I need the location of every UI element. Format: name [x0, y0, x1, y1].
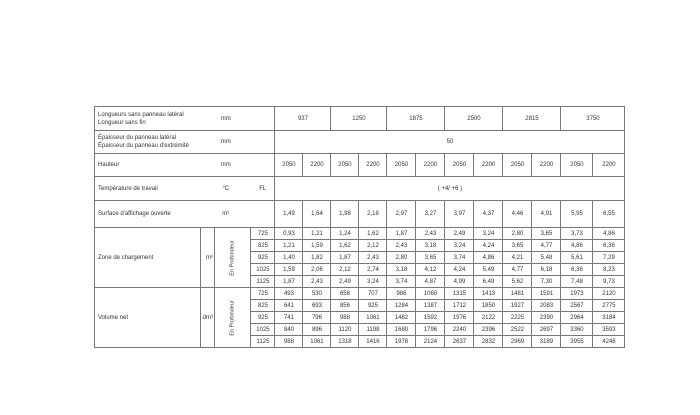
thickness-unit: mm — [201, 131, 251, 154]
net-volume-value: 2240 — [445, 324, 474, 336]
height-value: 2050 — [387, 154, 416, 177]
loading-area-depth-heading — [215, 228, 251, 288]
height-value: 2200 — [303, 154, 331, 177]
height-value: 2200 — [416, 154, 445, 177]
loading-area-value: 6,36 — [561, 264, 593, 276]
net-volume-value: 2390 — [532, 312, 561, 324]
height-value: 2050 — [331, 154, 359, 177]
net-volume-value: 986 — [387, 288, 416, 300]
height-value: 2200 — [593, 154, 625, 177]
thickness-label — [95, 131, 201, 154]
net-volume-value: 707 — [359, 288, 387, 300]
display-surface-value: 3,97 — [445, 201, 474, 228]
net-volume-value: 896 — [303, 324, 331, 336]
length-value: 2500 — [445, 107, 503, 131]
temperature-value: ( +4/ +6 ) — [275, 177, 625, 201]
display-surface-value: 4,37 — [474, 201, 503, 228]
net-volume-value: 2567 — [561, 300, 593, 312]
length-value: 3750 — [561, 107, 625, 131]
loading-area-depth-value: 825 — [251, 240, 275, 252]
net-volume-value: 2124 — [416, 336, 445, 348]
loading-area-value: 7,30 — [532, 276, 561, 288]
net-volume-value: 2083 — [532, 300, 561, 312]
loading-area-value: 7,29 — [593, 252, 625, 264]
temperature-unit: °C — [201, 177, 251, 201]
net-volume-value: 2697 — [532, 324, 561, 336]
loading-area-depth-value: 1025 — [251, 264, 275, 276]
display-surface-value: 3,27 — [416, 201, 445, 228]
loading-area-value: 8,23 — [593, 264, 625, 276]
temperature-label: Température de travail — [95, 177, 201, 201]
loading-area-value: 2,74 — [359, 264, 387, 276]
height-value: 2050 — [275, 154, 303, 177]
net-volume-value: 2832 — [474, 336, 503, 348]
height-value: 2200 — [359, 154, 387, 177]
net-volume-unit: dm³ — [201, 288, 215, 348]
lengths-label — [95, 107, 201, 131]
length-value: 1250 — [331, 107, 387, 131]
net-volume-value: 1120 — [331, 324, 359, 336]
loading-area-value: 4,21 — [503, 252, 532, 264]
net-volume-value: 2522 — [503, 324, 532, 336]
net-volume-value: 1976 — [445, 312, 474, 324]
temperature-row — [95, 177, 625, 201]
loading-area-value: 2,49 — [331, 276, 359, 288]
net-volume-value: 2225 — [503, 312, 532, 324]
net-volume-value: 1318 — [331, 336, 359, 348]
loading-area-value: 3,24 — [445, 240, 474, 252]
loading-area-value: 4,77 — [503, 264, 532, 276]
display-surface-spacer — [251, 201, 275, 228]
net-volume-value: 1796 — [416, 324, 445, 336]
loading-area-value: 3,24 — [474, 228, 503, 240]
loading-area-value: 4,24 — [445, 264, 474, 276]
loading-area-value: 4,87 — [416, 276, 445, 288]
net-volume-depth-value: 825 — [251, 300, 275, 312]
loading-area-value: 6,49 — [474, 276, 503, 288]
loading-area-value: 2,49 — [445, 228, 474, 240]
loading-area-value: 1,40 — [275, 252, 303, 264]
display-surface-value: 2,97 — [387, 201, 416, 228]
loading-area-value: 6,36 — [593, 240, 625, 252]
height-value: 2050 — [445, 154, 474, 177]
net-volume-value: 3184 — [593, 312, 625, 324]
loading-area-value: 4,99 — [445, 276, 474, 288]
net-volume-value: 3593 — [593, 324, 625, 336]
net-volume-depth-value: 925 — [251, 312, 275, 324]
display-surface-unit: m² — [201, 201, 251, 228]
net-volume-value: 493 — [275, 288, 303, 300]
loading-area-value: 3,65 — [532, 228, 561, 240]
net-volume-value: 1315 — [445, 288, 474, 300]
loading-area-value: 3,73 — [561, 228, 593, 240]
loading-area-value: 2,06 — [303, 264, 331, 276]
net-volume-depth-value: 1125 — [251, 336, 275, 348]
loading-area-value: 2,43 — [303, 276, 331, 288]
net-volume-value: 1284 — [387, 300, 416, 312]
display-surface-row — [95, 201, 625, 228]
net-volume-value: 2637 — [445, 336, 474, 348]
display-surface-value: 4,91 — [532, 201, 561, 228]
thickness-spacer — [251, 131, 275, 154]
net-volume-value: 1482 — [387, 312, 416, 324]
loading-area-value: 7,48 — [561, 276, 593, 288]
loading-area-value: 9,73 — [593, 276, 625, 288]
lengths-label-line2: Longueur sans fin — [98, 119, 146, 126]
net-volume-value: 1927 — [503, 300, 532, 312]
net-volume-value: 1387 — [416, 300, 445, 312]
lengths-label-line1: Longueurs sans panneau latéral — [98, 111, 184, 118]
loading-area-value: 3,74 — [445, 252, 474, 264]
net-volume-value: 2120 — [593, 288, 625, 300]
loading-area-value: 1,87 — [331, 252, 359, 264]
loading-area-value: 1,59 — [275, 264, 303, 276]
loading-area-value: 3,18 — [416, 240, 445, 252]
length-value: 937 — [275, 107, 331, 131]
loading-area-value: 2,12 — [331, 264, 359, 276]
net-volume-value: 796 — [303, 312, 331, 324]
loading-area-value: 4,12 — [416, 264, 445, 276]
net-volume-value: 1061 — [359, 312, 387, 324]
net-volume-value: 3360 — [561, 324, 593, 336]
net-volume-value: 1591 — [532, 288, 561, 300]
net-volume-value: 741 — [275, 312, 303, 324]
net-volume-value: 1061 — [303, 336, 331, 348]
loading-area-value: 5,61 — [561, 252, 593, 264]
loading-area-value: 2,43 — [416, 228, 445, 240]
net-volume-value: 1973 — [561, 288, 593, 300]
net-volume-value: 2775 — [593, 300, 625, 312]
loading-area-value: 1,21 — [303, 228, 331, 240]
length-value: 1875 — [387, 107, 445, 131]
loading-area-value: 1,87 — [275, 276, 303, 288]
net-volume-value: 3955 — [561, 336, 593, 348]
net-volume-value: 3189 — [532, 336, 561, 348]
net-volume-depth-value: 1025 — [251, 324, 275, 336]
net-volume-value: 658 — [331, 288, 359, 300]
height-value: 2050 — [503, 154, 532, 177]
display-surface-value: 2,18 — [359, 201, 387, 228]
display-surface-value: 4,46 — [503, 201, 532, 228]
loading-area-value: 1,87 — [387, 228, 416, 240]
lengths-row — [95, 107, 625, 131]
temperature-code: FL — [251, 177, 275, 201]
loading-area-value: 1,62 — [331, 240, 359, 252]
height-value: 2200 — [474, 154, 503, 177]
net-volume-label: Volume net — [95, 288, 201, 348]
loading-area-row — [95, 228, 625, 240]
height-unit: mm — [201, 154, 251, 177]
loading-area-value: 0,93 — [275, 228, 303, 240]
net-volume-value: 1413 — [474, 288, 503, 300]
loading-area-value: 1,21 — [275, 240, 303, 252]
thickness-row — [95, 131, 625, 154]
net-volume-value: 856 — [331, 300, 359, 312]
loading-area-depth-label: En Profondeur — [229, 239, 236, 276]
net-volume-value: 1680 — [387, 324, 416, 336]
loading-area-value: 3,74 — [387, 276, 416, 288]
loading-area-value: 4,86 — [593, 228, 625, 240]
loading-area-value: 5,48 — [532, 252, 561, 264]
loading-area-value: 5,49 — [474, 264, 503, 276]
height-spacer — [251, 154, 275, 177]
height-value: 2200 — [532, 154, 561, 177]
net-volume-depth-label: En Profondeur — [229, 299, 236, 336]
loading-area-value: 2,43 — [359, 252, 387, 264]
height-value: 2050 — [561, 154, 593, 177]
loading-area-value: 3,24 — [359, 276, 387, 288]
thickness-label-line2: Épaisseur du panneau d'extrémité — [98, 143, 189, 149]
spec-table-container — [94, 106, 625, 348]
loading-area-value: 2,43 — [387, 240, 416, 252]
loading-area-value: 4,86 — [474, 252, 503, 264]
lengths-spacer — [251, 107, 275, 131]
loading-area-value: 1,62 — [359, 228, 387, 240]
net-volume-value: 1060 — [416, 288, 445, 300]
net-volume-value: 2122 — [474, 312, 503, 324]
lengths-unit: mm — [201, 107, 251, 131]
loading-area-value: 4,86 — [561, 240, 593, 252]
display-surface-value: 5,95 — [561, 201, 593, 228]
net-volume-value: 1850 — [474, 300, 503, 312]
net-volume-value: 530 — [303, 288, 331, 300]
loading-area-value: 1,82 — [303, 252, 331, 264]
net-volume-depth-heading — [215, 288, 251, 348]
loading-area-value: 2,80 — [503, 228, 532, 240]
loading-area-value: 1,59 — [303, 240, 331, 252]
net-volume-value: 693 — [303, 300, 331, 312]
loading-area-depth-value: 1125 — [251, 276, 275, 288]
net-volume-value: 1978 — [387, 336, 416, 348]
display-surface-value: 1,49 — [275, 201, 303, 228]
net-volume-value: 2396 — [474, 324, 503, 336]
loading-area-depth-value: 725 — [251, 228, 275, 240]
net-volume-value: 1481 — [503, 288, 532, 300]
loading-area-value: 5,62 — [503, 276, 532, 288]
net-volume-value: 1198 — [359, 324, 387, 336]
loading-area-value: 6,18 — [532, 264, 561, 276]
net-volume-depth-value: 725 — [251, 288, 275, 300]
display-surface-value: 1,98 — [331, 201, 359, 228]
loading-area-value: 3,18 — [387, 264, 416, 276]
net-volume-value: 4248 — [593, 336, 625, 348]
loading-area-value: 2,12 — [359, 240, 387, 252]
net-volume-value: 1592 — [416, 312, 445, 324]
loading-area-value: 3,65 — [416, 252, 445, 264]
loading-area-value: 1,24 — [331, 228, 359, 240]
loading-area-label: Zone de chargement — [95, 228, 201, 288]
net-volume-value: 2969 — [503, 336, 532, 348]
thickness-value: 50 — [275, 131, 625, 154]
display-surface-value: 6,55 — [593, 201, 625, 228]
net-volume-value: 925 — [359, 300, 387, 312]
loading-area-value: 4,77 — [532, 240, 561, 252]
net-volume-value: 1712 — [445, 300, 474, 312]
net-volume-value: 2964 — [561, 312, 593, 324]
net-volume-value: 988 — [275, 336, 303, 348]
net-volume-value: 840 — [275, 324, 303, 336]
thickness-label-line1: Épaisseur du panneau latéral — [98, 135, 177, 141]
loading-area-value: 3,65 — [503, 240, 532, 252]
loading-area-value: 2,80 — [387, 252, 416, 264]
net-volume-value: 1416 — [359, 336, 387, 348]
loading-area-unit: m² — [201, 228, 215, 288]
display-surface-value: 1,64 — [303, 201, 331, 228]
spec-table — [94, 106, 625, 348]
height-row — [95, 154, 625, 177]
height-label: Hauteur — [95, 154, 201, 177]
display-surface-label: Surface d'affichage ouverte — [95, 201, 201, 228]
net-volume-row — [95, 288, 625, 300]
loading-area-depth-value: 925 — [251, 252, 275, 264]
net-volume-value: 988 — [331, 312, 359, 324]
loading-area-value: 4,24 — [474, 240, 503, 252]
net-volume-value: 641 — [275, 300, 303, 312]
length-value: 2815 — [503, 107, 561, 131]
